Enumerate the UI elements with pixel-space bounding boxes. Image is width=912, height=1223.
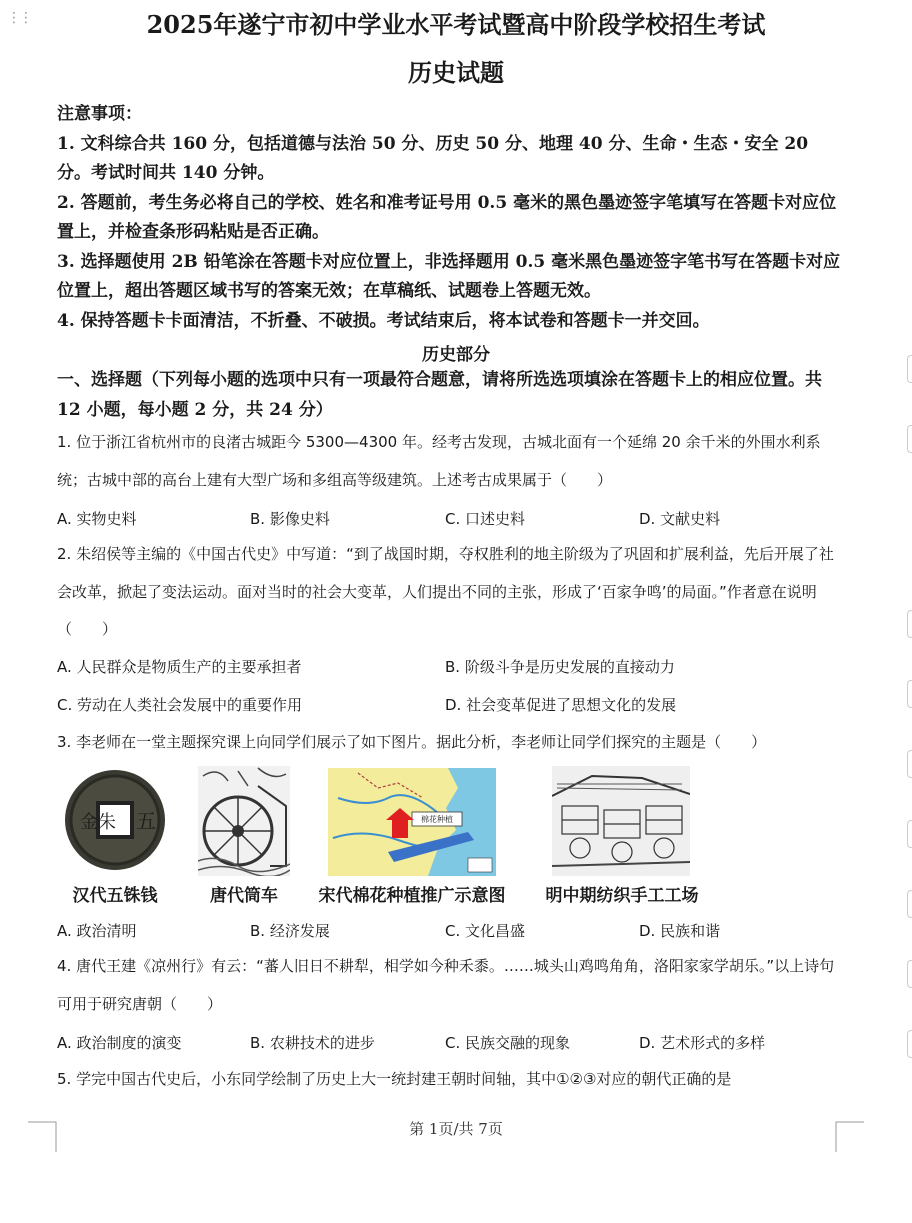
map-label: 棉花种植	[421, 815, 453, 824]
option-d[interactable]: D. 民族和谐	[639, 922, 721, 940]
image-caption: 汉代五铢钱	[72, 886, 158, 906]
section-heading: 一、选择题（下列每小题的选项中只有一项最符合题意，请将所选选项填涂在答题卡上的相应位置。共 12 小题，每小题 2 分，共 24 分）	[57, 370, 822, 420]
image-caption: 明中期纺织手工工场	[545, 886, 699, 906]
option-a[interactable]: A. 政治清明	[57, 922, 137, 940]
part-title: 历史部分	[422, 345, 490, 365]
option-d[interactable]: D. 艺术形式的多样	[639, 1034, 766, 1052]
crop-mark-right	[834, 1118, 864, 1154]
image-caption: 唐代筒车	[210, 886, 278, 906]
option-d[interactable]: D. 社会变革促进了思想文化的发展	[445, 696, 677, 714]
question-text: 1. 位于浙江省杭州市的良渚古城距今 5300—4300 年。经考古发现，古城北面有一个延绵 20 余千米的外围水利系统；古城中部的高台上建有大型广场和多组高等级建筑。上述考古成果属于（ ）	[57, 433, 821, 489]
option-c[interactable]: C. 劳动在人类社会发展中的重要作用	[57, 696, 303, 714]
page-edge-tab	[907, 750, 912, 778]
page-edge-tab	[907, 610, 912, 638]
coin-char-left: 金朱	[80, 812, 116, 833]
option-a[interactable]: A. 人民群众是物质生产的主要承担者	[57, 658, 302, 676]
question-3-stem	[57, 724, 847, 762]
page-edge-tab	[907, 960, 912, 988]
option-c[interactable]: C. 民族交融的现象	[445, 1034, 571, 1052]
drag-handle-icon[interactable]: ⋮⋮	[7, 10, 31, 26]
coin-char-right: 五	[136, 809, 156, 833]
exam-subtitle: 历史试题	[408, 58, 504, 87]
notice-item: 1. 文科综合共 160 分，包括道德与法治 50 分、历史 50 分、地理 40 分、生命・生态・安全 20 分。考试时间共 140 分钟。	[57, 133, 809, 183]
exam-title: 2025年遂宁市初中学业水平考试暨高中阶段学校招生考试	[146, 10, 766, 39]
notice-item: 3. 选择题使用 2B 铅笔涂在答题卡对应位置上，非选择题用 0.5 毫米黑色墨迹签字笔书写在答题卡对应位置上，超出答题区域书写的答案无效；在草稿纸、试题卷上答题无效。	[57, 251, 841, 301]
question-text: 3. 李老师在一堂主题探究课上向同学们展示了如下图片。据此分析，李老师让同学们探究的主题是（ ）	[57, 733, 767, 751]
page-edge-tab	[907, 425, 912, 453]
question-text: 2. 朱绍侯等主编的《中国古代史》中写道：“到了战国时期，夺权胜利的地主阶级为了巩固和扩展利益，先后开展了社会改革，掀起了变法运动。面对当时的社会大变革，人们提出不同的主张，形成了‘百家争鸣’的局面。”作者意在说明（ ）	[57, 545, 834, 638]
waterwheel-image	[198, 766, 290, 876]
workshop-image	[552, 766, 690, 876]
option-a[interactable]: A. 政治制度的演变	[57, 1034, 182, 1052]
option-a[interactable]: A. 实物史料	[57, 510, 137, 528]
option-c[interactable]: C. 口述史料	[445, 510, 526, 528]
option-b[interactable]: B. 影像史料	[250, 510, 330, 528]
notice-item: 4. 保持答题卡卡面清洁，不折叠、不破损。考试结束后，将本试卷和答题卡一并交回。	[57, 310, 710, 331]
notice-heading: 注意事项：	[57, 104, 142, 124]
option-d[interactable]: D. 文献史料	[639, 510, 721, 528]
page-edge-tab	[907, 890, 912, 918]
option-b[interactable]: B. 经济发展	[250, 922, 330, 940]
page-number: 第 1页/共 7页	[409, 1120, 503, 1138]
notice-item: 2. 答题前，考生务必将自己的学校、姓名和准考证号用 0.5 毫米的黑色墨迹签字笔填写在答题卡对应位置上，并检查条形码粘贴是否正确。	[57, 192, 837, 242]
option-b[interactable]: B. 农耕技术的进步	[250, 1034, 375, 1052]
question-5-stem	[57, 1061, 847, 1099]
notice-section	[57, 100, 847, 336]
question-2-stem	[57, 536, 847, 649]
question-4-stem	[57, 948, 847, 1023]
crop-mark-left	[28, 1118, 58, 1154]
option-c[interactable]: C. 文化昌盛	[445, 922, 526, 940]
map-image	[328, 768, 496, 876]
question-text: 5. 学完中国古代史后，小东同学绘制了历史上大一统封建王朝时间轴，其中①②③对应的朝代正确的是	[57, 1070, 732, 1088]
image-caption: 宋代棉花种植推广示意图	[318, 886, 506, 906]
page-edge-tab	[907, 1030, 912, 1058]
option-b[interactable]: B. 阶级斗争是历史发展的直接动力	[445, 658, 675, 676]
question-1-stem	[57, 424, 847, 499]
page-edge-tab	[907, 820, 912, 848]
question-text: 4. 唐代王建《凉州行》有云：“蕃人旧日不耕犁，相学如今种禾黍。……城头山鸡鸣角角，洛阳家家学胡乐。”以上诗句可用于研究唐朝（ ）	[57, 957, 835, 1013]
coin-image	[60, 768, 170, 872]
page-edge-tab	[907, 680, 912, 708]
